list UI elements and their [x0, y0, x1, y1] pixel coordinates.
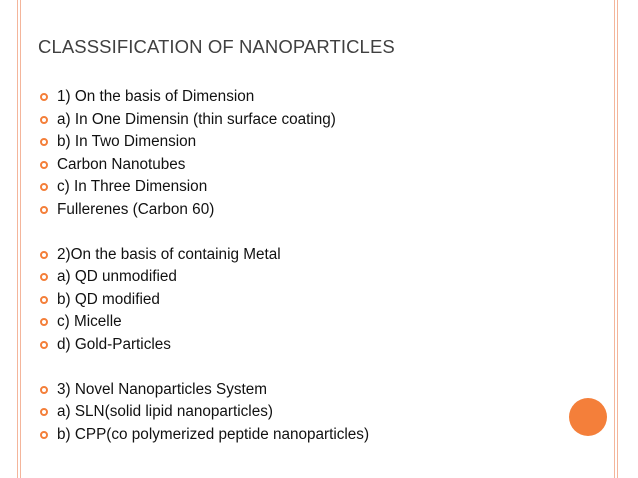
slide-title: CLASSSIFICATION OF NANOPARTICLES — [38, 36, 395, 57]
hollow-circle-bullet-icon — [40, 318, 48, 326]
bullet-item — [40, 424, 369, 447]
left-border-line — [17, 0, 18, 478]
bullet-item — [40, 311, 369, 334]
bullet-text: a) In One Dimensin (thin surface coating) — [57, 110, 336, 128]
hollow-circle-bullet-icon — [40, 116, 48, 124]
bullet-text: 1) On the basis of Dimension — [57, 88, 255, 105]
bullet-item — [40, 379, 369, 402]
bullet-item — [40, 154, 369, 177]
bullet-item — [40, 289, 369, 312]
hollow-circle-bullet-icon — [40, 408, 48, 416]
bullet-item — [40, 109, 369, 132]
bullet-item — [40, 199, 369, 222]
bullet-text: b) In Two Dimension — [57, 133, 197, 151]
hollow-circle-bullet-icon — [40, 431, 48, 439]
left-border-line-inner — [20, 0, 21, 478]
bullet-text: 3) Novel Nanoparticles System — [57, 380, 267, 398]
bullet-item — [40, 131, 369, 154]
hollow-circle-bullet-icon — [40, 161, 48, 169]
bullet-text: b) QD modified — [57, 290, 160, 308]
bullet-item — [40, 86, 369, 109]
bullet-text: a) QD unmodified — [57, 268, 177, 286]
hollow-circle-bullet-icon — [40, 206, 48, 214]
hollow-circle-bullet-icon — [40, 296, 48, 304]
right-border-line — [617, 0, 618, 478]
bullet-text: a) SLN(solid lipid nanoparticles) — [57, 403, 273, 421]
bullet-item — [40, 244, 369, 267]
bullet-item — [40, 266, 369, 289]
hollow-circle-bullet-icon — [40, 93, 48, 101]
bullet-text: 2)On the basis of containig Metal — [57, 245, 281, 263]
bullet-text: c) In Three Dimension — [57, 178, 208, 196]
hollow-circle-bullet-icon — [40, 273, 48, 281]
bullet-text: b) CPP(co polymerized peptide nanoparticles) — [57, 425, 370, 443]
right-border-line-inner — [614, 0, 615, 478]
bullet-spacer — [40, 357, 369, 379]
bullet-item — [40, 401, 369, 424]
hollow-circle-bullet-icon — [40, 183, 48, 191]
hollow-circle-bullet-icon — [40, 251, 48, 259]
bullet-text: Fullerenes (Carbon 60) — [57, 200, 215, 218]
bullet-text: c) Micelle — [57, 313, 122, 331]
hollow-circle-bullet-icon — [40, 138, 48, 146]
bullet-text: Carbon Nanotubes — [57, 155, 186, 173]
accent-circle-decoration — [569, 398, 607, 436]
hollow-circle-bullet-icon — [40, 386, 48, 394]
bullet-text: d) Gold-Particles — [57, 335, 171, 353]
bullet-item — [40, 176, 369, 199]
bullet-item — [40, 334, 369, 357]
bullet-spacer — [40, 222, 369, 244]
hollow-circle-bullet-icon — [40, 341, 48, 349]
bullet-list — [40, 86, 369, 446]
